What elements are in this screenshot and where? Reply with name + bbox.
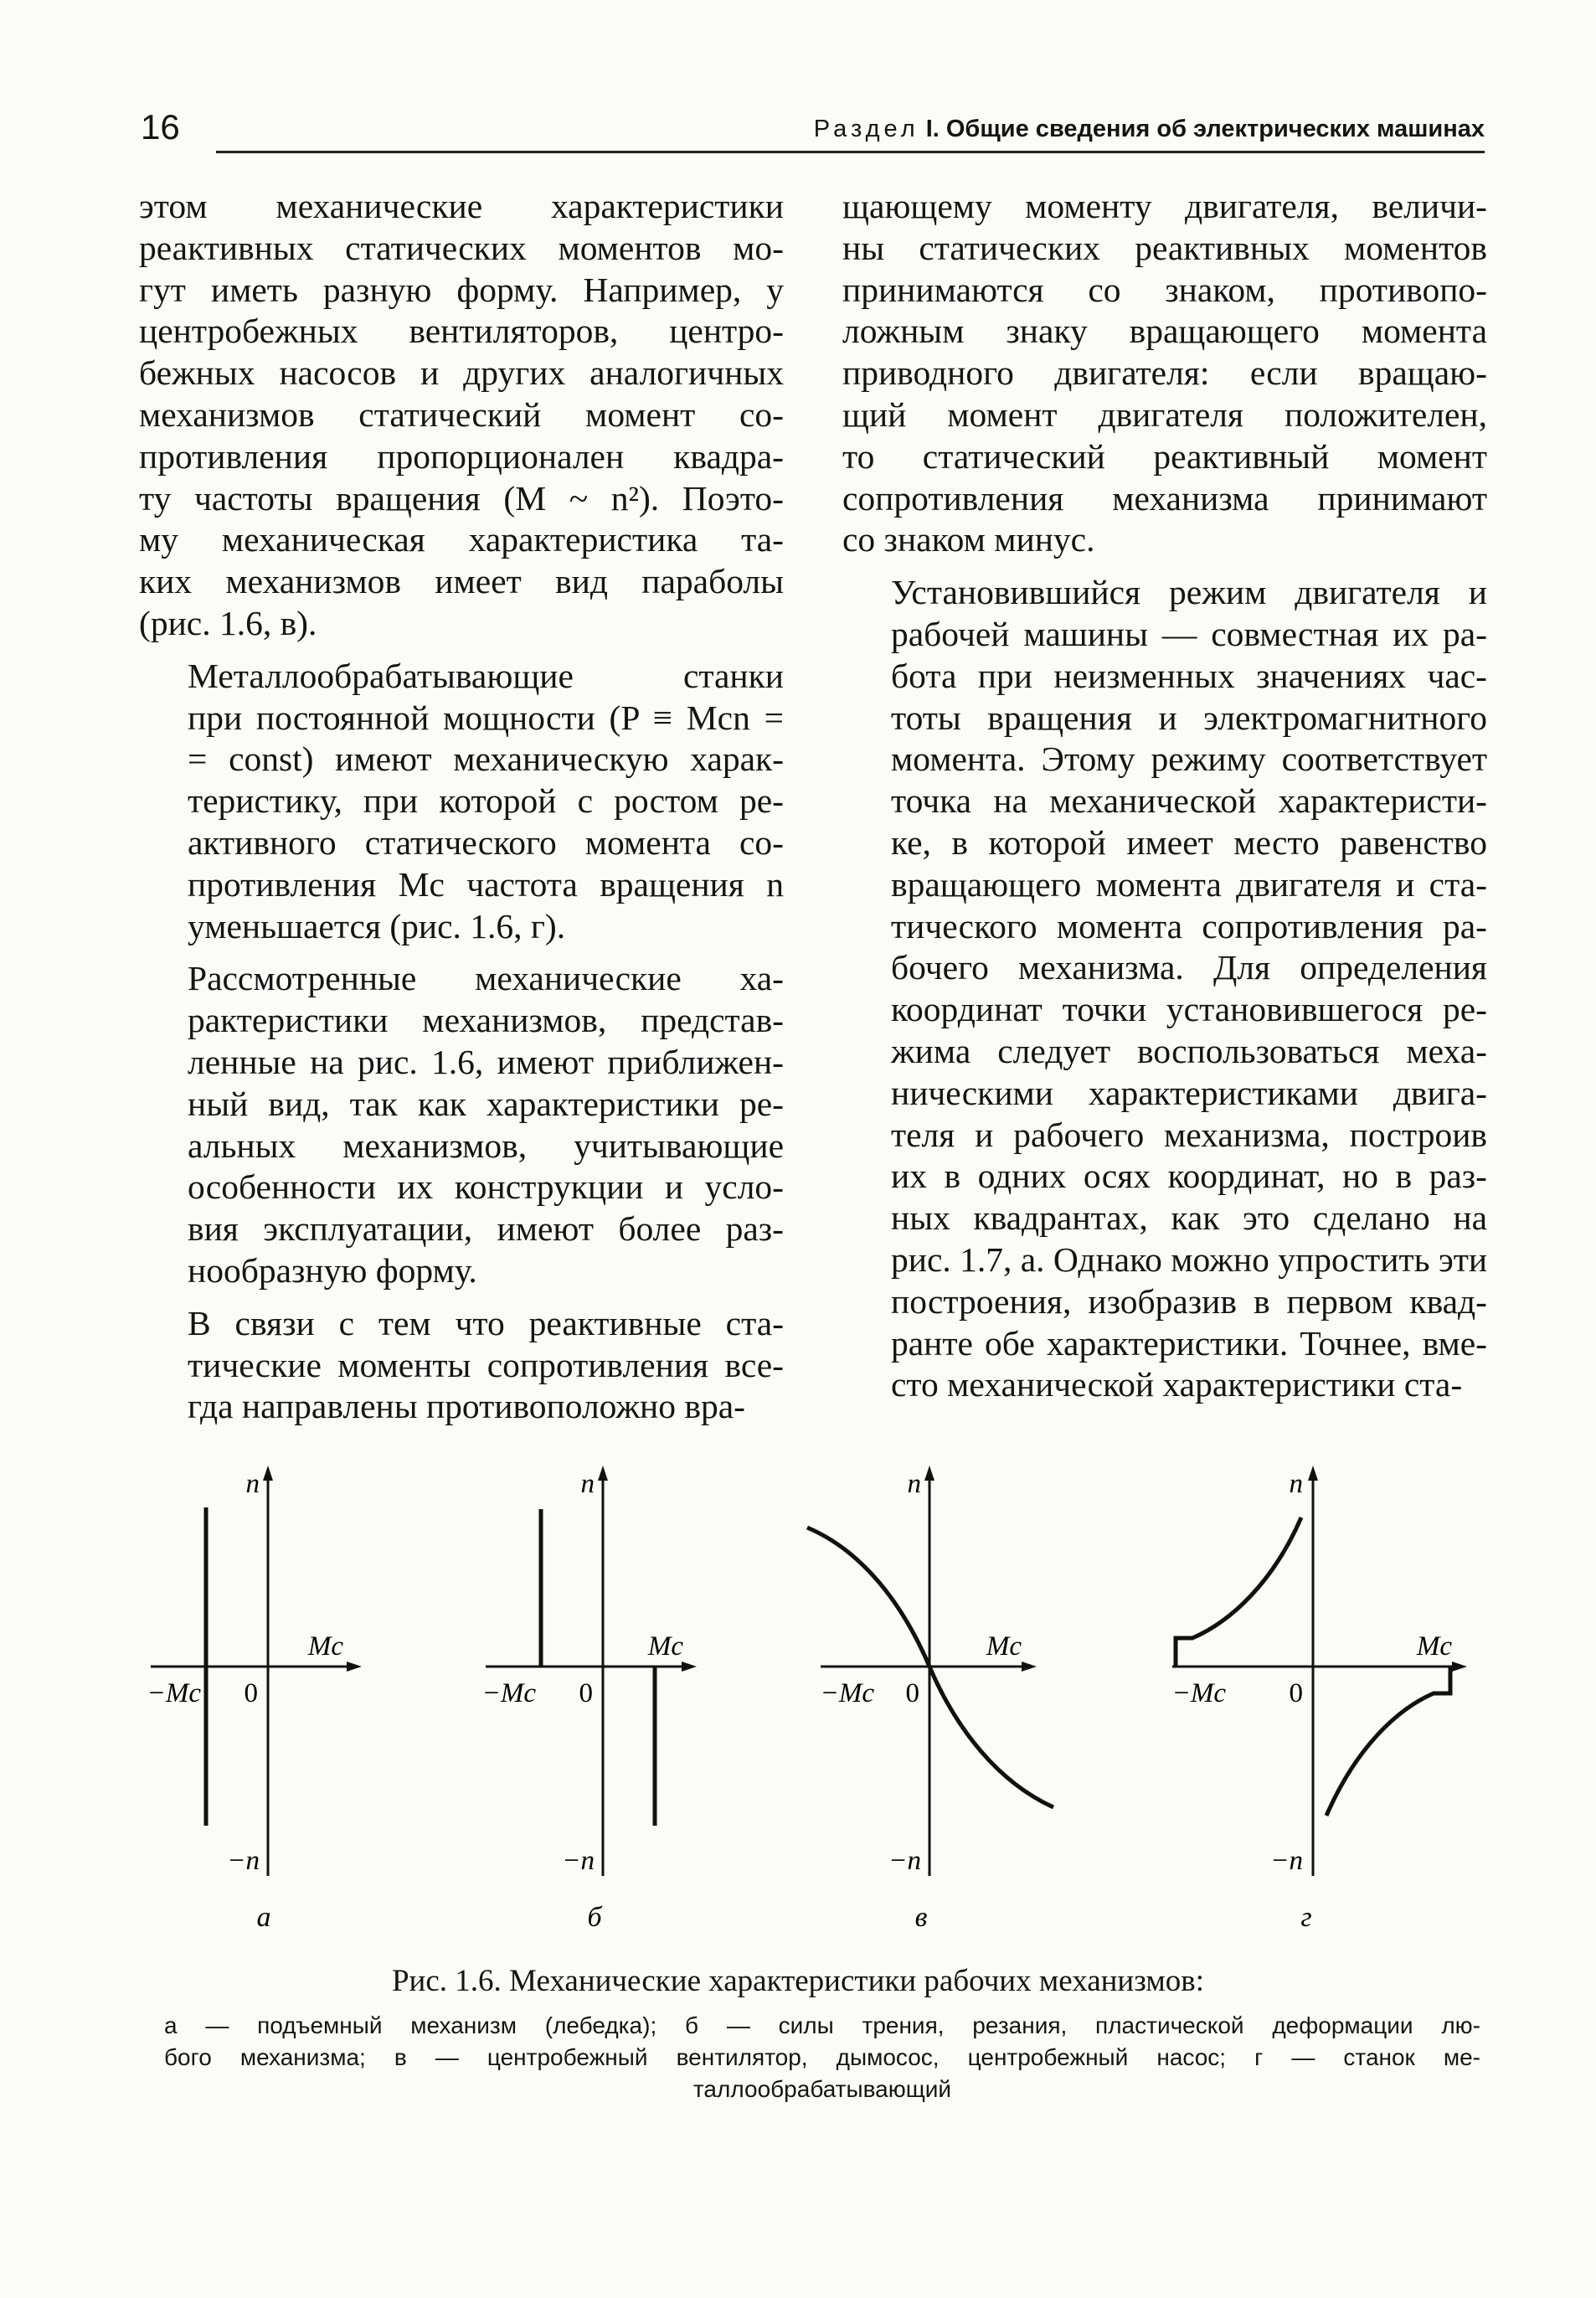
section-title: I. Общие сведения об электрических машинах bbox=[925, 116, 1485, 142]
text-line: ный вид, так как характеристики ре- bbox=[188, 1084, 784, 1123]
right-text-column bbox=[842, 186, 1487, 1417]
mc-axis-arrow bbox=[1452, 1662, 1467, 1672]
text-line: бочего механизма. Для определения bbox=[891, 948, 1487, 987]
text-line: рабочей машины — совместная их ра- bbox=[891, 614, 1487, 653]
figure-caption-title: Рис. 1.6. Механические характеристики рабочих механизмов: bbox=[391, 1964, 1204, 1998]
figure-caption-description bbox=[164, 2010, 1480, 2105]
mc-axis-arrow bbox=[347, 1662, 362, 1672]
origin-label: 0 bbox=[579, 1678, 593, 1708]
text-line: то статический реактивный момент bbox=[842, 436, 1487, 476]
origin-label: 0 bbox=[1289, 1678, 1303, 1708]
n-axis-arrow bbox=[924, 1466, 934, 1481]
text-line: момента. Этому режиму соответствует bbox=[891, 739, 1487, 779]
left-text-column bbox=[139, 186, 784, 1439]
origin-label: 0 bbox=[244, 1678, 258, 1708]
paragraph bbox=[842, 186, 1487, 561]
text-line: особенности их конструкции и усло- bbox=[188, 1167, 784, 1207]
n-axis-arrow bbox=[1308, 1466, 1318, 1481]
neg-mc-label: −Mc bbox=[147, 1678, 201, 1708]
text-line: со знаком минус. bbox=[842, 520, 1095, 559]
text-line: теристику, при которой с ростом ре- bbox=[188, 781, 784, 821]
text-line: гда направлены противоположно вра- bbox=[188, 1387, 745, 1426]
text-line: му механическая характеристика та- bbox=[139, 520, 784, 559]
n-label: n bbox=[580, 1469, 595, 1499]
text-line: Рассмотренные механические ха- bbox=[188, 959, 784, 998]
text-line: В связи с тем что реактивные ста- bbox=[188, 1303, 784, 1342]
section-word: Раздел bbox=[813, 116, 919, 142]
caption-line: таллообрабатывающий bbox=[692, 2076, 952, 2102]
neg-n-label: −n bbox=[1270, 1846, 1303, 1876]
hyperbolic-characteristic-lower bbox=[1326, 1667, 1450, 1816]
text-line: жима следует воспользоваться меха- bbox=[891, 1031, 1487, 1070]
n-label: n bbox=[245, 1469, 260, 1499]
text-line: реактивных статических моментов мо- bbox=[139, 228, 784, 267]
text-line: ническими характеристиками двига- bbox=[891, 1073, 1487, 1112]
panel-letter: г bbox=[1300, 1902, 1312, 1933]
text-line: при постоянной мощности (P ≡ Mсn = bbox=[188, 698, 784, 737]
text-line: точка на механической характеристи- bbox=[891, 781, 1487, 821]
text-line: (рис. 1.6, в). bbox=[139, 603, 317, 642]
mc-axis-arrow bbox=[1022, 1662, 1037, 1672]
origin-label: 0 bbox=[905, 1678, 919, 1708]
text-line: тического момента сопротивления ра- bbox=[891, 906, 1487, 945]
text-line: бежных насосов и других аналогичных bbox=[139, 353, 784, 393]
text-line: теля и рабочего механизма, построив bbox=[891, 1115, 1487, 1154]
text-line: бота при неизменных значениях час- bbox=[891, 656, 1487, 695]
text-line: этом механические характеристики bbox=[139, 187, 784, 225]
figure-1-6 bbox=[134, 1457, 1507, 1943]
running-header bbox=[814, 116, 1485, 143]
panel-letter: в bbox=[914, 1902, 928, 1933]
text-line: вия эксплуатации, имеют более раз- bbox=[188, 1209, 784, 1249]
text-line: ких механизмов имеет вид параболы bbox=[139, 562, 784, 601]
paragraph bbox=[139, 958, 784, 1291]
text-line: уменьшается (рис. 1.6, г). bbox=[188, 906, 566, 945]
text-line: построения, изобразив в первом квад- bbox=[891, 1281, 1487, 1321]
text-line: щий момент двигателя положителен, bbox=[842, 394, 1487, 434]
paragraph bbox=[139, 656, 784, 948]
caption-line: бого механизма; в — центробежный вентилятор, дымосос, центробежный насос; г — станок ме- bbox=[164, 2044, 1480, 2070]
n-label: n bbox=[907, 1469, 921, 1499]
text-line: ранте обе характеристики. Точнее, вме- bbox=[891, 1323, 1487, 1363]
panel-letter: б bbox=[587, 1902, 602, 1933]
panel-letter: а bbox=[256, 1902, 271, 1933]
text-line: рактеристики механизмов, представ- bbox=[188, 1001, 784, 1040]
mc-label: Mc bbox=[307, 1631, 343, 1662]
neg-mc-label: −Mc bbox=[481, 1678, 536, 1708]
paragraph bbox=[842, 572, 1487, 1406]
panel-a-plot bbox=[134, 1457, 469, 1943]
text-line: альных механизмов, учитывающие bbox=[188, 1126, 784, 1165]
neg-n-label: −n bbox=[888, 1846, 921, 1876]
n-label: n bbox=[1289, 1469, 1303, 1499]
mc-axis-arrow bbox=[682, 1662, 697, 1672]
text-line: центробежных вентиляторов, центро- bbox=[139, 312, 784, 351]
text-line: Установившийся режим двигателя и bbox=[891, 573, 1487, 612]
text-line: принимаются со знаком, противопо- bbox=[842, 270, 1487, 309]
text-line: ту частоты вращения (M ~ n²). Поэто- bbox=[139, 478, 784, 518]
text-line: противления пропорционален квадра- bbox=[139, 436, 784, 476]
text-line: их в одних осях координат, но в раз- bbox=[891, 1157, 1487, 1196]
text-line: активного статического момента со- bbox=[188, 822, 784, 862]
panel-b-plot bbox=[469, 1457, 804, 1943]
text-line: ны статических реактивных моментов bbox=[842, 228, 1487, 267]
text-line: ке, в которой имеет место равенство bbox=[891, 822, 1487, 862]
text-line: ложным знаку вращающего момента bbox=[842, 312, 1487, 351]
neg-n-label: −n bbox=[227, 1846, 260, 1876]
mc-label: Mc bbox=[986, 1631, 1022, 1662]
text-line: гут иметь разную форму. Например, у bbox=[139, 270, 784, 309]
text-line: ленные на рис. 1.6, имеют приближен- bbox=[188, 1042, 784, 1081]
text-line: рис. 1.7, а. Однако можно упростить эти bbox=[891, 1239, 1488, 1279]
panel-g-plot bbox=[1156, 1457, 1507, 1943]
caption-line: а — подъемный механизм (лебедка); б — силы трения, резания, пластической деформации лю- bbox=[164, 2012, 1480, 2038]
text-line: координат точки установившегося ре- bbox=[891, 990, 1487, 1029]
mc-label: Mc bbox=[1416, 1631, 1452, 1662]
text-line: тоты вращения и электромагнитного bbox=[891, 698, 1487, 737]
text-line: вращающего момента двигателя и ста- bbox=[891, 864, 1487, 904]
n-axis-arrow bbox=[598, 1466, 608, 1481]
panel-v-plot bbox=[804, 1457, 1156, 1943]
neg-mc-label: −Mc bbox=[1171, 1678, 1226, 1708]
hyperbolic-characteristic-upper bbox=[1176, 1517, 1301, 1667]
text-line: Металлообрабатывающие станки bbox=[188, 656, 784, 695]
text-line: механизмов статический момент со- bbox=[139, 394, 784, 434]
page-number: 16 bbox=[141, 107, 180, 147]
text-line: сопротивления механизма принимают bbox=[842, 478, 1487, 518]
neg-n-label: −n bbox=[562, 1846, 595, 1876]
mc-label: Mc bbox=[647, 1631, 683, 1662]
text-line: = const) имеют механическую харак- bbox=[188, 739, 784, 779]
text-line: тические моменты сопротивления все- bbox=[188, 1345, 784, 1384]
text-line: противления Mс частота вращения n bbox=[188, 864, 784, 904]
text-line: щающему моменту двигателя, величи- bbox=[842, 187, 1487, 225]
neg-mc-label: −Mc bbox=[820, 1678, 874, 1708]
paragraph bbox=[139, 186, 784, 645]
paragraph bbox=[139, 1303, 784, 1428]
header-rule bbox=[216, 151, 1485, 153]
text-line: приводного двигателя: если вращаю- bbox=[842, 353, 1487, 393]
text-line: нообразную форму. bbox=[188, 1250, 477, 1290]
text-line: сто механической характеристики ста- bbox=[891, 1365, 1463, 1404]
text-line: ных квадрантах, как это сделано на bbox=[891, 1198, 1487, 1238]
n-axis-arrow bbox=[263, 1466, 273, 1481]
